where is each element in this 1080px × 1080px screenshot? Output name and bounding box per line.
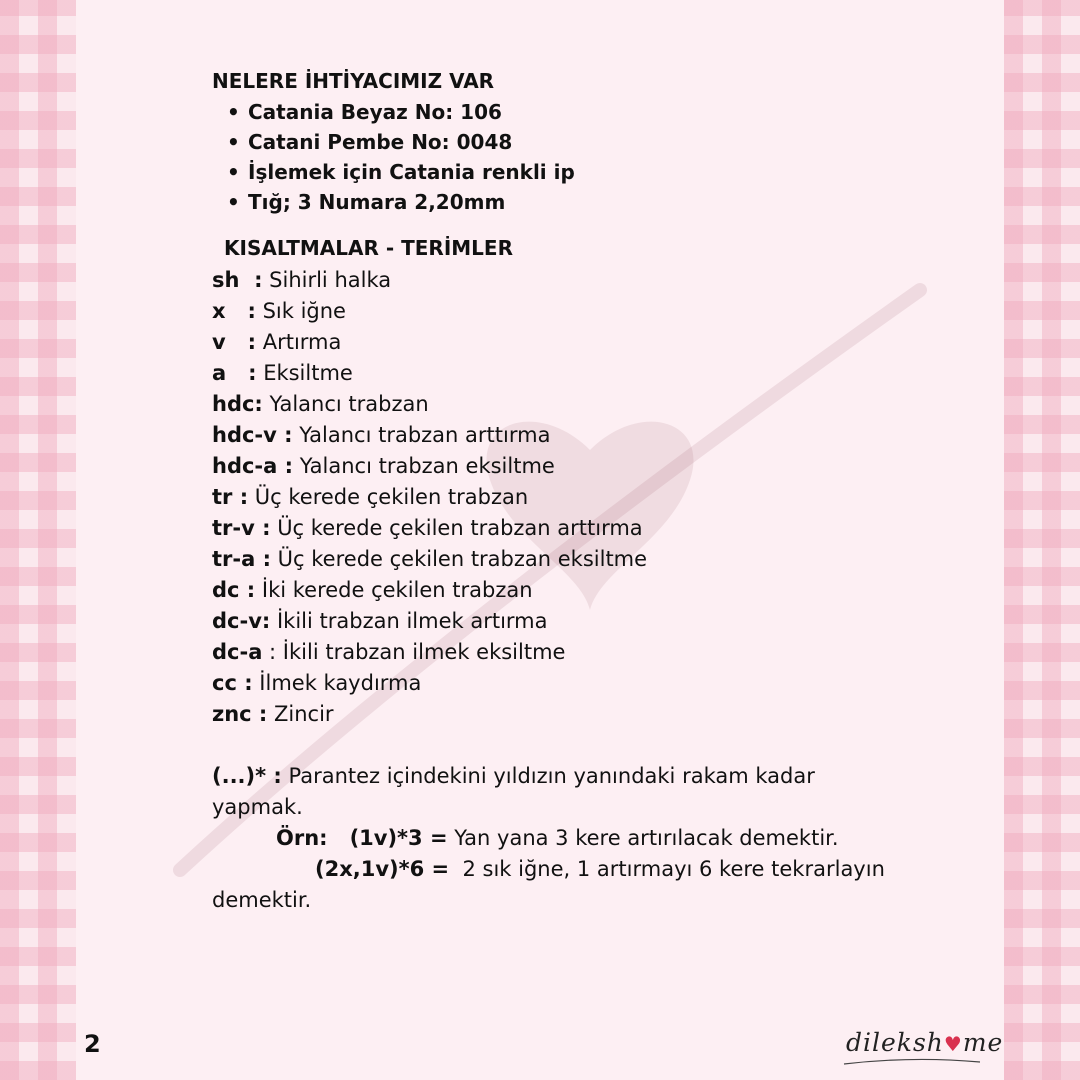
list-item: • Catani Pembe No: 0048	[212, 127, 902, 157]
repeat-code: (...)* :	[212, 764, 282, 788]
term-row	[212, 420, 902, 451]
term-code: hdc:	[212, 392, 263, 416]
list-item: • İşlemek için Catania renkli ip	[212, 157, 902, 187]
term-code: hdc-v :	[212, 423, 293, 447]
term-desc: Üç kerede çekilen trabzan	[248, 485, 529, 509]
brand-prefix: dileksh	[846, 1028, 944, 1057]
term-desc: Yalancı trabzan eksiltme	[293, 454, 555, 478]
repeat-desc-cont: yapmak.	[212, 795, 303, 819]
term-code: cc :	[212, 671, 253, 695]
term-desc: İki kerede çekilen trabzan	[255, 578, 533, 602]
term-desc: Eksiltme	[256, 361, 353, 385]
heart-icon: ♥	[943, 1032, 963, 1056]
example-line-1	[212, 823, 902, 854]
term-row	[212, 544, 902, 575]
term-code: tr-v :	[212, 516, 271, 540]
term-row	[212, 637, 902, 668]
term-row	[212, 296, 902, 327]
term-row	[212, 606, 902, 637]
term-code: dc-v:	[212, 609, 271, 633]
gingham-border-left	[0, 0, 76, 1080]
example2-code: (2x,1v)*6 =	[315, 857, 450, 881]
term-desc: Üç kerede çekilen trabzan arttırma	[270, 516, 643, 540]
term-code: x :	[212, 299, 256, 323]
materials-list	[212, 97, 902, 217]
term-desc: Sık iğne	[255, 299, 346, 323]
example2-cont: demektir.	[212, 888, 312, 912]
repeat-desc: Parantez içindekini yıldızın yanındaki rakam kadar	[281, 764, 815, 788]
term-code: tr :	[212, 485, 249, 509]
spacer	[212, 730, 902, 761]
list-item: • Catania Beyaz No: 106	[212, 97, 902, 127]
term-row	[212, 575, 902, 606]
repeat-note-line	[212, 761, 902, 792]
brand-suffix: me	[962, 1028, 1004, 1057]
page-number: 2	[84, 1030, 101, 1058]
term-code: znc :	[212, 702, 268, 726]
brand-logo	[846, 1028, 1003, 1057]
term-desc: Yalancı trabzan arttırma	[292, 423, 551, 447]
term-code: sh :	[212, 268, 263, 292]
abbreviations-list	[212, 265, 902, 730]
list-item: • Tığ; 3 Numara 2,20mm	[212, 187, 902, 217]
example2-desc: 2 sık iğne, 1 artırmayı 6 kere tekrarlayın	[449, 857, 885, 881]
term-desc: : İkili trabzan ilmek eksiltme	[262, 640, 566, 664]
term-code: dc-a	[212, 640, 263, 664]
term-row	[212, 699, 902, 730]
example1-desc: Yan yana 3 kere artırılacak demektir.	[447, 826, 839, 850]
logo-underline	[842, 1058, 982, 1066]
term-desc: Sihirli halka	[262, 268, 392, 292]
term-code: a :	[212, 361, 257, 385]
gingham-border-right	[1004, 0, 1080, 1080]
term-code: v :	[212, 330, 257, 354]
term-row	[212, 265, 902, 296]
term-desc: Yalancı trabzan	[262, 392, 429, 416]
term-row	[212, 451, 902, 482]
materials-heading: NELERE İHTİYACIMIZ VAR	[212, 69, 495, 93]
term-row	[212, 668, 902, 699]
term-desc: İlmek kaydırma	[252, 671, 422, 695]
example-line-2	[212, 854, 902, 885]
term-desc: İkili trabzan ilmek artırma	[270, 609, 548, 633]
term-code: hdc-a :	[212, 454, 294, 478]
main-text	[212, 66, 902, 916]
term-code: tr-a :	[212, 547, 271, 571]
term-row	[212, 482, 902, 513]
example-label: Örn:	[276, 826, 328, 850]
term-code: dc :	[212, 578, 256, 602]
term-row	[212, 358, 902, 389]
repeat-note	[212, 761, 902, 916]
example1-code: (1v)*3 =	[349, 826, 448, 850]
term-desc: Zincir	[267, 702, 334, 726]
term-row	[212, 389, 902, 420]
term-desc: Artırma	[256, 330, 342, 354]
abbreviations-heading: KISALTMALAR - TERİMLER	[224, 236, 513, 260]
term-row	[212, 327, 902, 358]
term-row	[212, 513, 902, 544]
term-desc: Üç kerede çekilen trabzan eksiltme	[271, 547, 648, 571]
